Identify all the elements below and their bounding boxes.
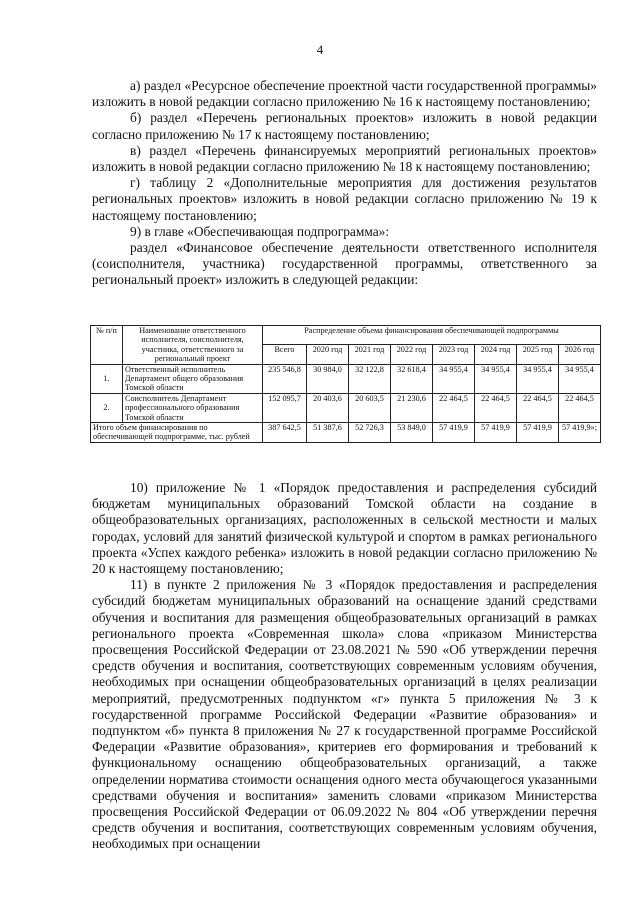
paragraph-section: раздел «Финансовое обеспечение деятельности ответственного исполнителя (соисполнителя, участника) государственной программы, ответственного за региональный проект» изложить в следующей редакции:	[92, 240, 597, 288]
cell-value: 32 618,4	[391, 364, 433, 393]
text-block-top	[92, 78, 597, 289]
year-2020: 2020 год	[307, 345, 349, 364]
cell-value: 30 984,0	[307, 364, 349, 393]
total-value: 57 419,9	[517, 423, 559, 443]
year-2025: 2025 год	[517, 345, 559, 364]
table-header-row	[91, 326, 601, 345]
year-2021: 2021 год	[349, 345, 391, 364]
row-num: 2.	[91, 393, 123, 422]
header-distribution: Распределение объема финансирования обеспечивающей подпрограммы	[263, 326, 601, 345]
cell-value: 22 464,5	[559, 393, 601, 422]
text-block-bottom	[92, 480, 597, 853]
cell-value: 34 955,4	[559, 364, 601, 393]
paragraph-a: а) раздел «Ресурсное обеспечение проектной части государственной программы» изложить в новой редакции согласно приложению № 16 к настоящему постановлению;	[92, 78, 597, 110]
total-value: 57 419,9	[433, 423, 475, 443]
paragraph-g: г) таблицу 2 «Дополнительные мероприятия для достижения результатов региональных проектов» изложить в новой редакции согласно приложению № 19 к настоящему постановлению;	[92, 175, 597, 223]
row-num: 1.	[91, 364, 123, 393]
cell-value: 34 955,4	[517, 364, 559, 393]
header-name: Наименование ответственного исполнителя, соисполнителя, участника, ответственного за региональный проект	[123, 326, 263, 365]
paragraph-v: в) раздел «Перечень финансируемых мероприятий региональных проектов» изложить в новой редакции согласно приложению № 18 к настоящему постановлению;	[92, 142, 597, 175]
paragraph-b: б) раздел «Перечень региональных проектов» изложить в новой редакции согласно приложению № 17 к настоящему постановлению;	[92, 110, 597, 142]
year-2022: 2022 год	[391, 345, 433, 364]
table-total-row	[91, 423, 601, 443]
cell-value: 22 464,5	[517, 393, 559, 422]
cell-value: 20 403,6	[307, 393, 349, 422]
row-name: Ответственный исполнитель Департамент общего образования Томской области	[123, 364, 263, 393]
year-2026: 2026 год	[559, 345, 601, 364]
paragraph-9: 9) в главе «Обеспечивающая подпрограмма»:	[130, 223, 390, 239]
table-row	[91, 393, 601, 422]
cell-value: 20 603,5	[349, 393, 391, 422]
year-2024: 2024 год	[475, 345, 517, 364]
year-total: Всего	[263, 345, 307, 364]
total-name: Итого объем финансирования по обеспечивающей подпрограмме, тыс. рублей	[91, 423, 263, 443]
financing-table	[90, 325, 601, 443]
total-value: 57 419,9	[475, 423, 517, 443]
total-value: 52 726,3	[349, 423, 391, 443]
page-number: 4	[316, 42, 324, 57]
cell-value: 235 546,8	[263, 364, 307, 393]
cell-value: 152 095,7	[263, 393, 307, 422]
total-value: 387 642,5	[263, 423, 307, 443]
total-value: 53 849,0	[391, 423, 433, 443]
paragraph-10: 10) приложение № 1 «Порядок предоставления и распределения субсидий бюджетам муниципальных образований Томской области на создание в общеобразовательных организациях, расположенных в сельской местности и малых городах, условий для занятий физической культурой и спортом в рамках регионального проекта «Успех каждого ребенка» изложить в новой редакции согласно приложению № 20 к настоящему постановлению;	[92, 480, 597, 577]
year-2023: 2023 год	[433, 345, 475, 364]
row-name: Соисполнитель Департамент профессионального образования Томской области	[123, 393, 263, 422]
cell-value: 34 955,4	[475, 364, 517, 393]
total-value: 51 387,6	[307, 423, 349, 443]
cell-value: 21 230,6	[391, 393, 433, 422]
cell-value: 34 955,4	[433, 364, 475, 393]
table-row	[91, 364, 601, 393]
total-value: 57 419,9»;	[559, 423, 601, 443]
paragraph-11: 11) в пункте 2 приложения № 3 «Порядок предоставления и распределения субсидий бюджетам муниципальных образований на оснащение зданий средствами обучения и воспитания для размещения общеобразовательных организаций в рамках регионального проекта «Современная школа» слова «приказом Министерства просвещения Российской Федерации от 23.08.2021 № 590 «Об утверждении перечня средств обучения и воспитания, соответствующих современным условиям обучения, необходимых при оснащении общеобразовательных организаций в целях реализации мероприятий, предусмотренных подпунктом «г» пункта 5 приложения № 3 к государственной программе Российской Федерации «Развитие образования» и подпунктом «б» пункта 8 приложения № 27 к государственной программе Российской Федерации «Развитие образования», критериев его формирования и требований к функциональному оснащению общеобразовательных организаций, а также определении норматива стоимости оснащения одного места обучающегося указанными средствами обучения и воспитания» заменить словами «приказом Министерства просвещения Российской Федерации от 06.09.2022 № 804 «Об утверждении перечня средств обучения и воспитания, соответствующих современным условиям обучения, необходимых при оснащении	[92, 577, 597, 852]
cell-value: 22 464,5	[475, 393, 517, 422]
cell-value: 32 122,8	[349, 364, 391, 393]
header-num: № п/п	[91, 326, 123, 365]
cell-value: 22 464,5	[433, 393, 475, 422]
